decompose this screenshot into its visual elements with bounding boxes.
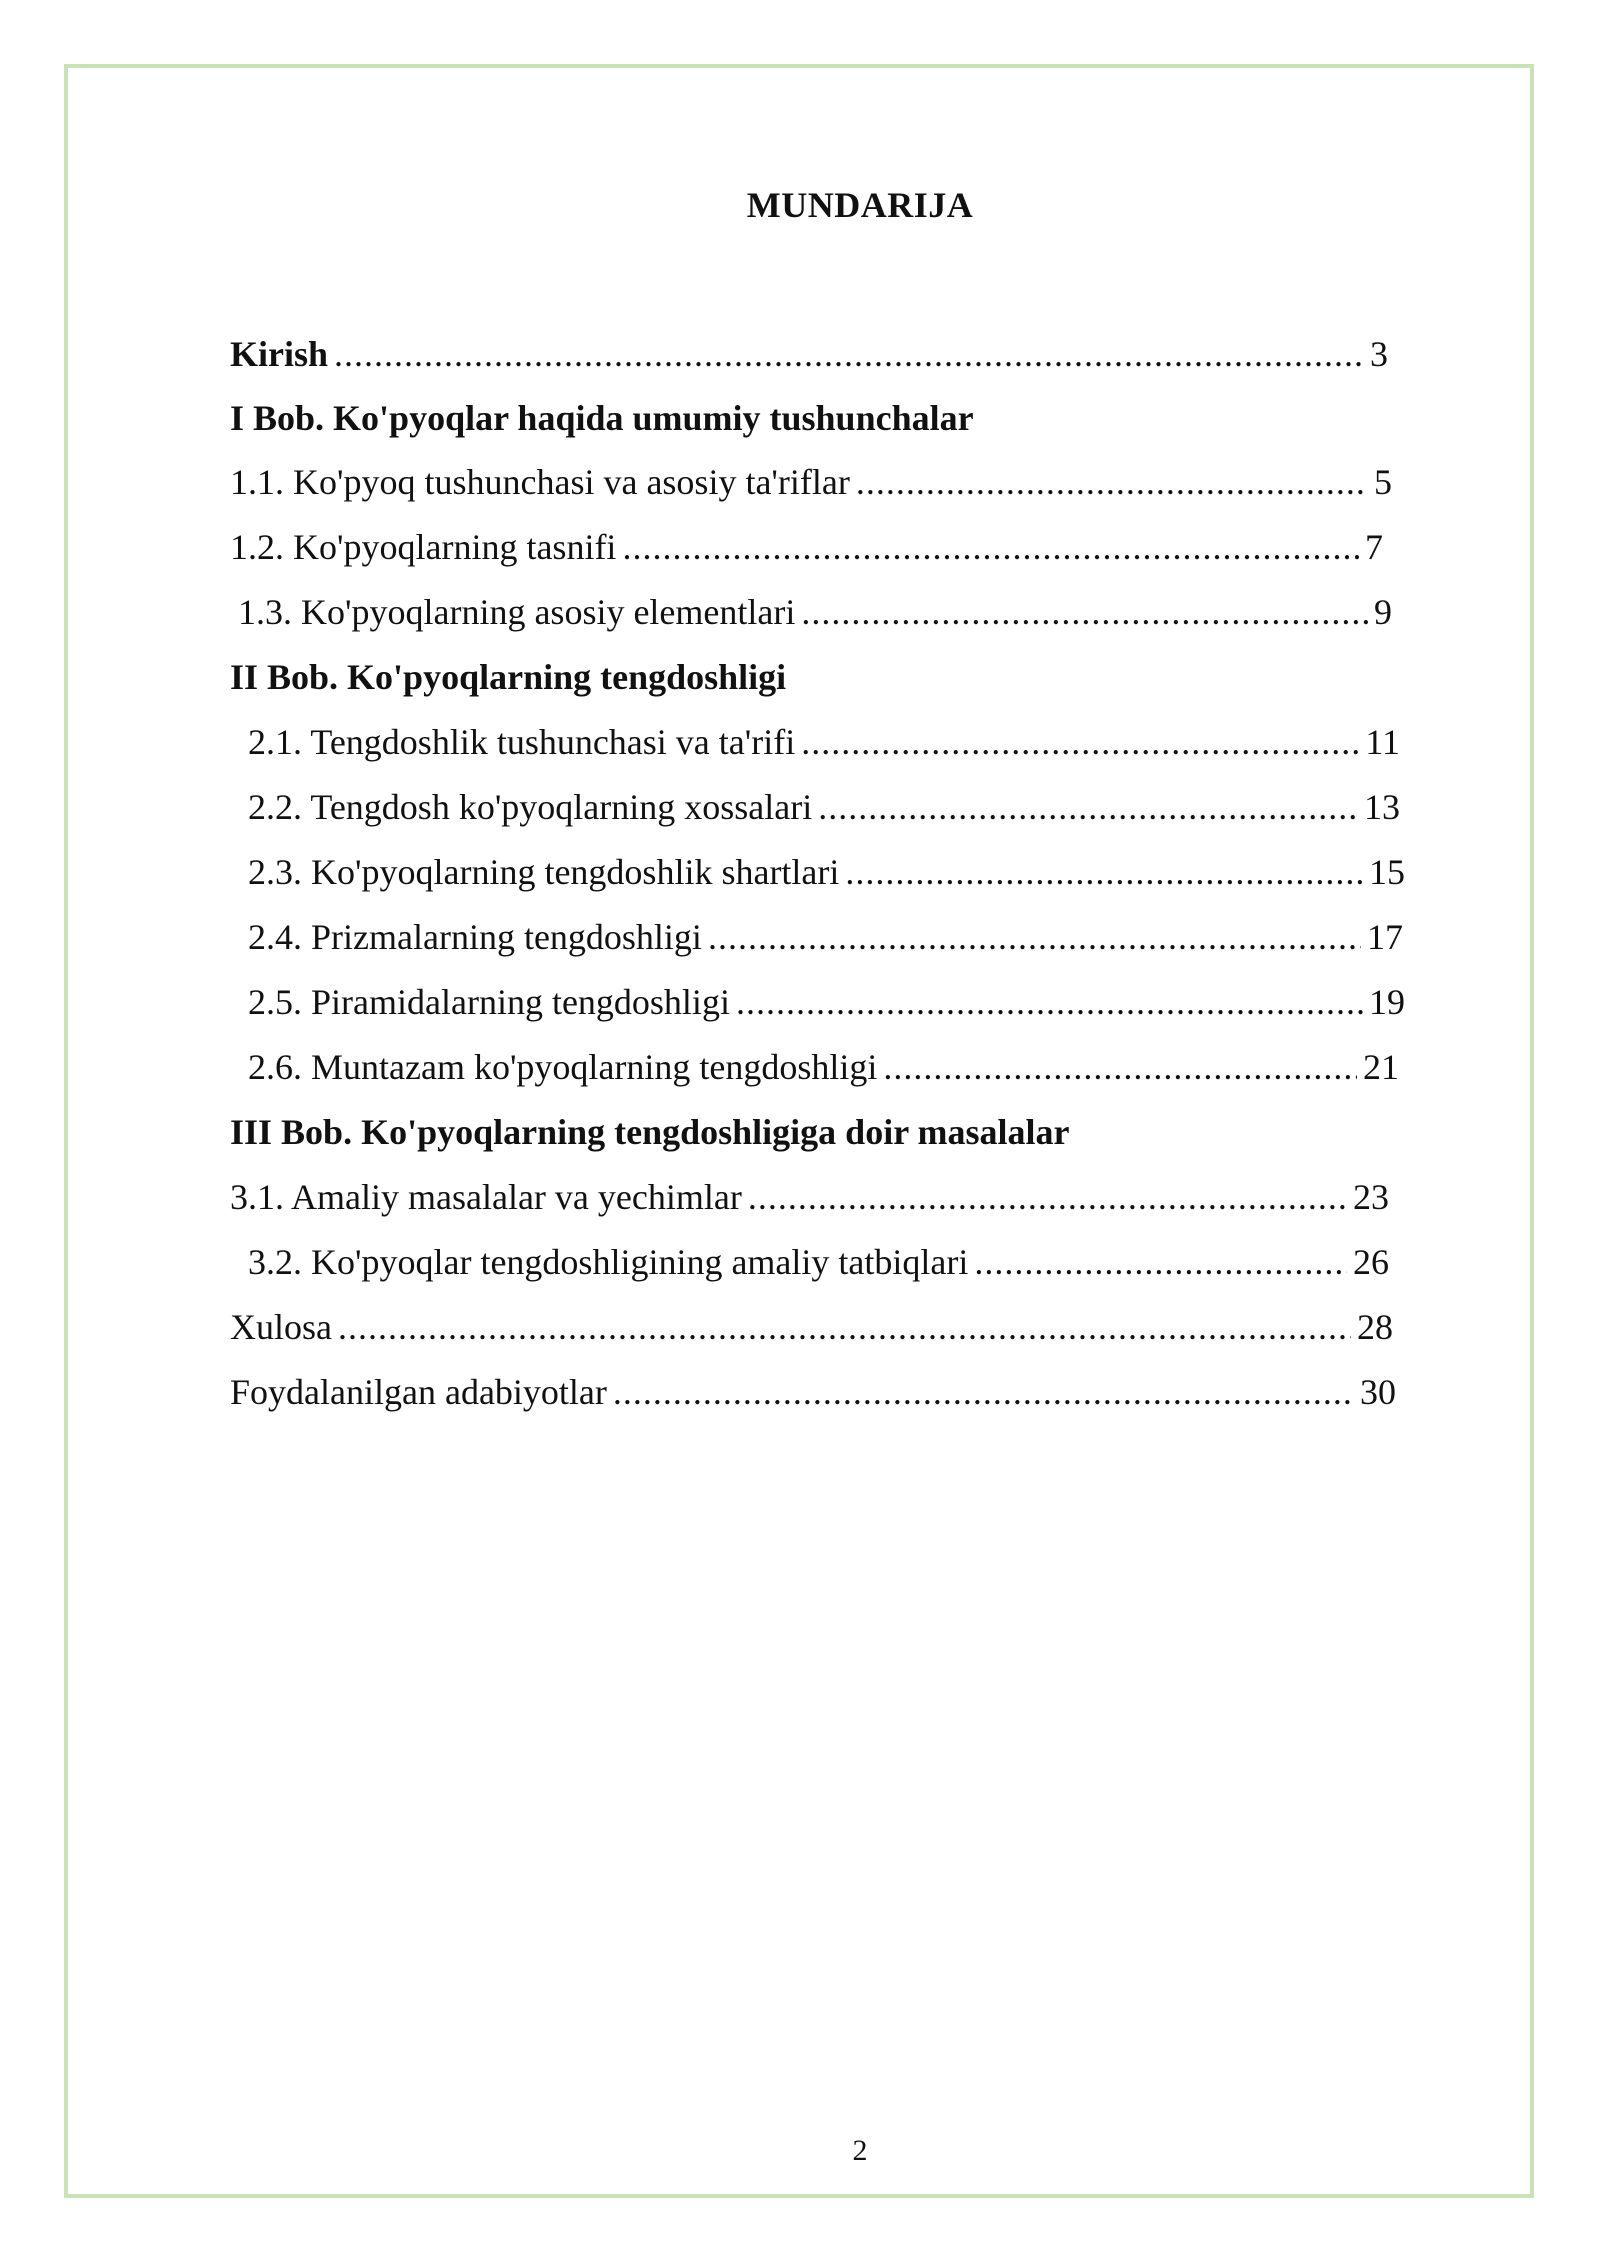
toc-leader-dots — [818, 783, 1358, 831]
toc-entry-page: 3 — [1370, 334, 1388, 374]
toc-entry-page: 21 — [1363, 1047, 1399, 1087]
toc-entry-label: Foydalanilgan adabiyotlar — [230, 1372, 607, 1412]
toc-entry-page: 13 — [1364, 787, 1400, 827]
toc-chapter-label: III Bob. Ko'pyoqlarning tengdoshligiga doir masalalar — [230, 1112, 1070, 1152]
toc-entry-2-2[interactable] — [248, 783, 1400, 831]
toc-entry-adabiyotlar[interactable] — [230, 1368, 1396, 1416]
toc-title: MUNDARIJA — [746, 185, 974, 225]
page-number: 2 — [852, 2134, 868, 2167]
toc-leader-dots — [613, 1368, 1354, 1416]
toc-entry-label: 2.2. Tengdosh ko'pyoqlarning xossalari — [248, 787, 813, 827]
toc-entry-page: 17 — [1367, 917, 1403, 957]
toc-entry-label: 1.1. Ko'pyoq tushunchasi va asosiy ta'riflar — [230, 462, 850, 502]
toc-entry-page: 23 — [1353, 1177, 1389, 1217]
toc-entry-page: 26 — [1353, 1242, 1389, 1282]
toc-entry-label: 2.4. Prizmalarning tengdoshligi — [248, 917, 702, 957]
toc-entry-page: 7 — [1365, 527, 1383, 567]
toc-entry-label: 2.1. Tengdoshlik tushunchasi va ta'rifi — [248, 722, 796, 762]
toc-leader-dots — [856, 458, 1368, 506]
toc-entry-page: 5 — [1374, 462, 1392, 502]
toc-entry-kirish[interactable] — [230, 330, 1388, 378]
toc-entry-page: 9 — [1374, 592, 1392, 632]
toc-entry-2-4[interactable] — [248, 913, 1403, 961]
toc-entry-label: 2.5. Piramidalarning tengdoshligi — [248, 982, 730, 1022]
toc-entry-label: Kirish — [230, 334, 329, 374]
toc-entry-label: 1.3. Ko'pyoqlarning asosiy elementlari — [238, 592, 796, 632]
toc-leader-dots — [845, 848, 1363, 896]
toc-chapter-label: I Bob. Ko'pyoqlar haqida umumiy tushunchalar — [230, 398, 974, 438]
toc-chapter-3[interactable] — [230, 1108, 1070, 1156]
toc-leader-dots — [883, 1043, 1357, 1091]
toc-entry-2-6[interactable] — [248, 1043, 1399, 1091]
toc-leader-dots — [338, 1303, 1351, 1351]
toc-entry-page: 15 — [1369, 852, 1405, 892]
toc-entry-label: 1.2. Ko'pyoqlarning tasnifi — [230, 527, 617, 567]
toc-entry-page: 11 — [1365, 722, 1400, 762]
toc-entry-label: 3.1. Amaliy masalalar va yechimlar — [230, 1177, 742, 1217]
toc-entry-2-1[interactable] — [248, 718, 1400, 766]
toc-leader-dots — [974, 1238, 1347, 1286]
toc-entry-label: Xulosa — [230, 1307, 332, 1347]
toc-entry-1-1[interactable] — [230, 458, 1392, 506]
toc-chapter-2[interactable] — [230, 653, 786, 701]
toc-entry-2-5[interactable] — [248, 978, 1405, 1026]
toc-entry-1-3[interactable] — [238, 588, 1392, 636]
toc-entry-label: 2.3. Ko'pyoqlarning tengdoshlik shartlari — [248, 852, 840, 892]
toc-entry-xulosa[interactable] — [230, 1303, 1393, 1351]
toc-leader-dots — [748, 1173, 1347, 1221]
toc-entry-page: 28 — [1357, 1307, 1393, 1347]
toc-leader-dots — [622, 523, 1359, 571]
toc-leader-dots — [801, 718, 1359, 766]
toc-leader-dots — [708, 913, 1361, 961]
toc-leader-dots — [334, 330, 1364, 378]
toc-chapter-label: II Bob. Ko'pyoqlarning tengdoshligi — [230, 657, 787, 697]
toc-entry-label: 2.6. Muntazam ko'pyoqlarning tengdoshligi — [248, 1047, 878, 1087]
toc-entry-3-1[interactable] — [230, 1173, 1389, 1221]
toc-entry-page: 19 — [1369, 982, 1405, 1022]
toc-entry-1-2[interactable] — [230, 523, 1383, 571]
toc-entry-page: 30 — [1360, 1372, 1396, 1412]
toc-chapter-1[interactable] — [230, 394, 974, 442]
toc-entry-3-2[interactable] — [248, 1238, 1389, 1286]
toc-entry-label: 3.2. Ko'pyoqlar tengdoshligining amaliy tatbiqlari — [248, 1242, 969, 1282]
toc-entry-2-3[interactable] — [248, 848, 1405, 896]
toc-leader-dots — [801, 588, 1368, 636]
toc-leader-dots — [736, 978, 1363, 1026]
